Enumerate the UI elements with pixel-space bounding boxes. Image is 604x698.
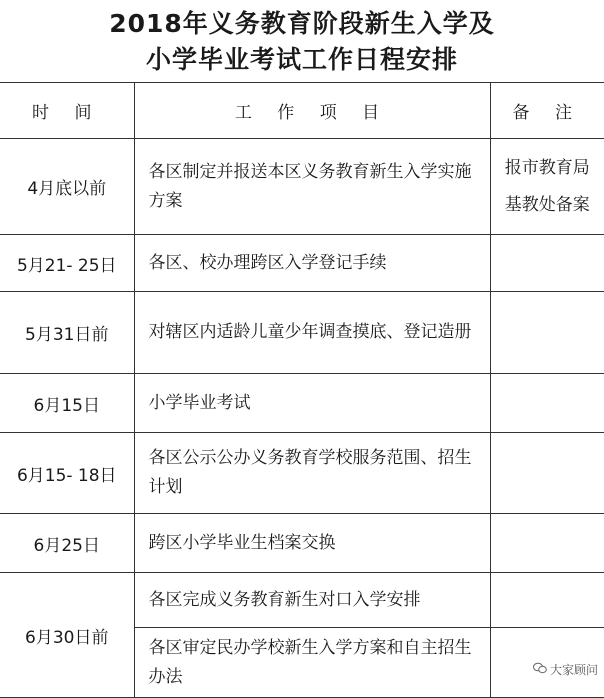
row-time: 4月底以前 bbox=[0, 139, 134, 235]
table-row bbox=[0, 235, 604, 292]
row-time: 6月25日 bbox=[0, 514, 134, 573]
row-time: 5月31日前 bbox=[0, 292, 134, 374]
row-note bbox=[490, 514, 604, 573]
note-line: 报市教育局 bbox=[491, 150, 604, 187]
row-item: 各区审定民办学校新生入学方案和自主招生办法 bbox=[134, 628, 490, 698]
row-note bbox=[490, 139, 604, 235]
row-note bbox=[490, 292, 604, 374]
watermark bbox=[533, 661, 598, 678]
row-item: 各区公示公办义务教育学校服务范围、招生计划 bbox=[134, 433, 490, 514]
header-item: 工 作 项 目 bbox=[134, 83, 490, 139]
table-row bbox=[0, 573, 604, 628]
table-row bbox=[0, 292, 604, 374]
watermark-text: 大家顾问 bbox=[550, 661, 598, 678]
schedule-table bbox=[0, 82, 604, 698]
row-item: 小学毕业考试 bbox=[134, 374, 490, 433]
table-row bbox=[0, 374, 604, 433]
row-time: 6月15- 18日 bbox=[0, 433, 134, 514]
header-time: 时 间 bbox=[0, 83, 134, 139]
row-time: 6月30日前 bbox=[0, 573, 134, 698]
row-note bbox=[490, 573, 604, 628]
note-line: 基教处备案 bbox=[491, 187, 604, 224]
wechat-icon bbox=[533, 662, 547, 677]
row-item: 各区制定并报送本区义务教育新生入学实施方案 bbox=[134, 139, 490, 235]
table-row bbox=[0, 139, 604, 235]
document-title-line1: 2018年义务教育阶段新生入学及 bbox=[0, 4, 604, 40]
row-time: 5月21- 25日 bbox=[0, 235, 134, 292]
row-item: 各区、校办理跨区入学登记手续 bbox=[134, 235, 490, 292]
row-time: 6月15日 bbox=[0, 374, 134, 433]
document-title-line2: 小学毕业考试工作日程安排 bbox=[0, 40, 604, 76]
row-item: 跨区小学毕业生档案交换 bbox=[134, 514, 490, 573]
row-note bbox=[490, 235, 604, 292]
table-row bbox=[0, 514, 604, 573]
table-header-row bbox=[0, 83, 604, 139]
header-note: 备 注 bbox=[490, 83, 604, 139]
row-item: 对辖区内适龄儿童少年调查摸底、登记造册 bbox=[134, 292, 490, 374]
row-note bbox=[490, 374, 604, 433]
row-note bbox=[490, 433, 604, 514]
table-row bbox=[0, 433, 604, 514]
row-item: 各区完成义务教育新生对口入学安排 bbox=[134, 573, 490, 628]
